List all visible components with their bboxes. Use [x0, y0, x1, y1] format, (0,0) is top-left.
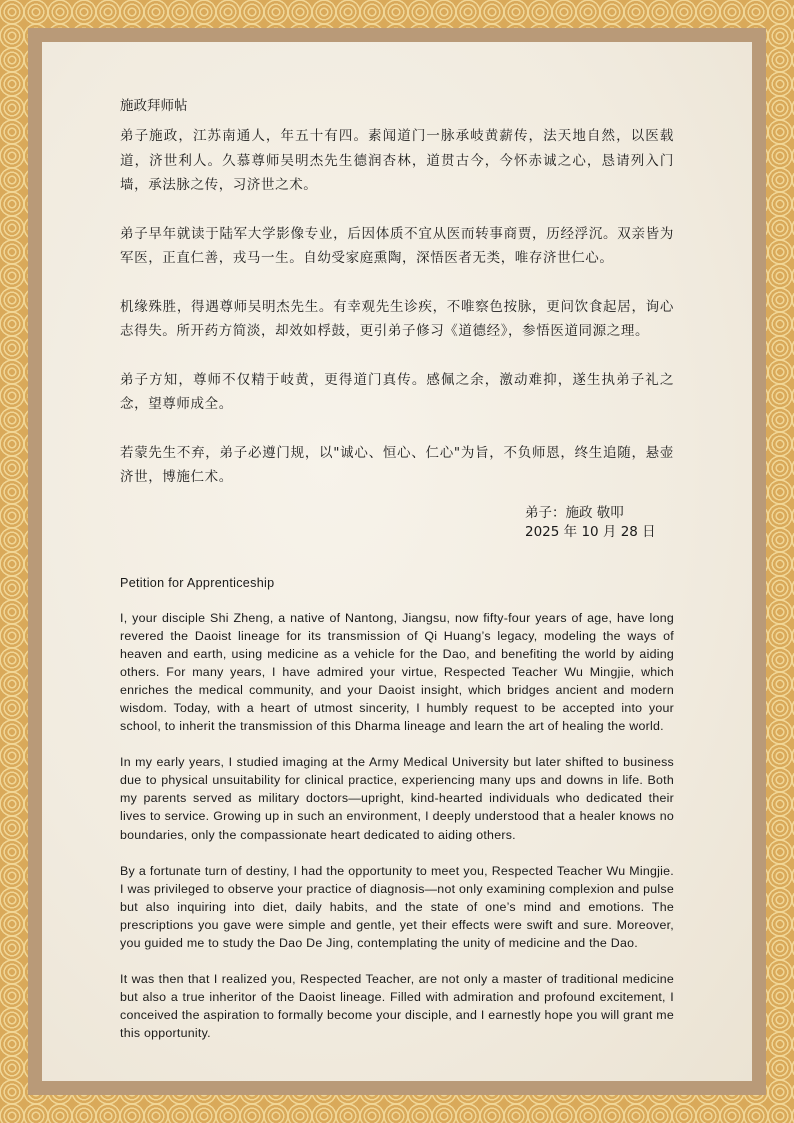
english-title: Petition for Apprenticeship: [120, 575, 275, 590]
date: 2025 年 10 月 28 日: [525, 523, 656, 540]
chinese-paragraph: 机缘殊胜，得遇尊师吴明杰先生。有幸观先生诊疾，不唯察色按脉，更问饮食起居，询心志得失。所开药方简淡，却效如桴鼓，更引弟子修习《道德经》，参悟医道同源之理。: [120, 298, 674, 339]
signature-block: [525, 504, 674, 542]
chinese-paragraph: 弟子施政，江苏南通人，年五十有四。素闻道门一脉承岐黄薪传，法天地自然，以医载道，济世利人。久慕尊师吴明杰先生德润杏林，道贯古今，今怀赤诚之心，恳请列入门墙，承法脉之传，习济世之术。: [120, 128, 674, 193]
english-paragraph: By a fortunate turn of destiny, I had the opportunity to meet you, Respected Teacher Wu Mingjie. I was privileged to observe your practice of diagnosis—not only examining complexion and pulse but also inquiring into diet, daily habits, and the state of one’s mind and emotions. The prescriptions you gave were simple and gentle, yet their effects were swift and sure. Moreover, you guided me to study the Dao De Jing, contemplating the unity of medicine and the Dao.: [120, 863, 674, 950]
letter-content: [120, 94, 674, 1060]
chinese-paragraph: 弟子早年就读于陆军大学影像专业，后因体质不宜从医而转事商贾，历经浮沉。双亲皆为军医，正直仁善，戎马一生。自幼受家庭熏陶，深悟医者无类，唯存济世仁心。: [120, 225, 674, 266]
chinese-title: 施政拜师帖: [120, 98, 188, 114]
english-paragraph: It was then that I realized you, Respected Teacher, are not only a master of traditional medicine but also a true inheritor of the Daoist lineage. Filled with admiration and profound excitement, I conceived the aspiration to formally become your disciple, and I earnestly hope you will grant me this opportunity.: [120, 972, 674, 1041]
chinese-paragraph: 若蒙先生不弃，弟子必遵门规，以"诚心、恒心、仁心"为旨，不负师恩，终生追随，悬壶济世，博施仁术。: [120, 444, 674, 485]
signature: 弟子：施政 敬叩: [525, 504, 624, 521]
english-paragraph: I, your disciple Shi Zheng, a native of Nantong, Jiangsu, now fifty-four years of age, have long revered the Daoist lineage for its transmission of Qi Huang’s legacy, modeling the ways of heaven and earth, using medicine as a vehicle for the Dao, and benefiting the world by aiding others. For many years, I have admired your virtue, Respected Teacher Wu Mingjie, which enriches the medical community, and your Daoist insight, which bridges ancient and modern wisdom. Today, with a heart of utmost sincerity, I humbly request to be accepted into your school, to inherit the transmission of this Dharma lineage and learn the art of healing the world.: [120, 610, 674, 734]
chinese-paragraph: 弟子方知，尊师不仅精于岐黄，更得道门真传。感佩之余，激动难抑，遂生执弟子礼之念，望尊师成全。: [120, 371, 674, 412]
english-paragraph: In my early years, I studied imaging at the Army Medical University but later shifted to business due to physical unsuitability for clinical practice, experiencing many ups and downs in life. Both my parents served as military doctors—upright, kind-hearted individuals who dedicated their lives to service. Growing up in such an environment, I deeply understood that a healer knows no boundaries, only the compassionate heart dedicated to aiding others.: [120, 755, 674, 842]
